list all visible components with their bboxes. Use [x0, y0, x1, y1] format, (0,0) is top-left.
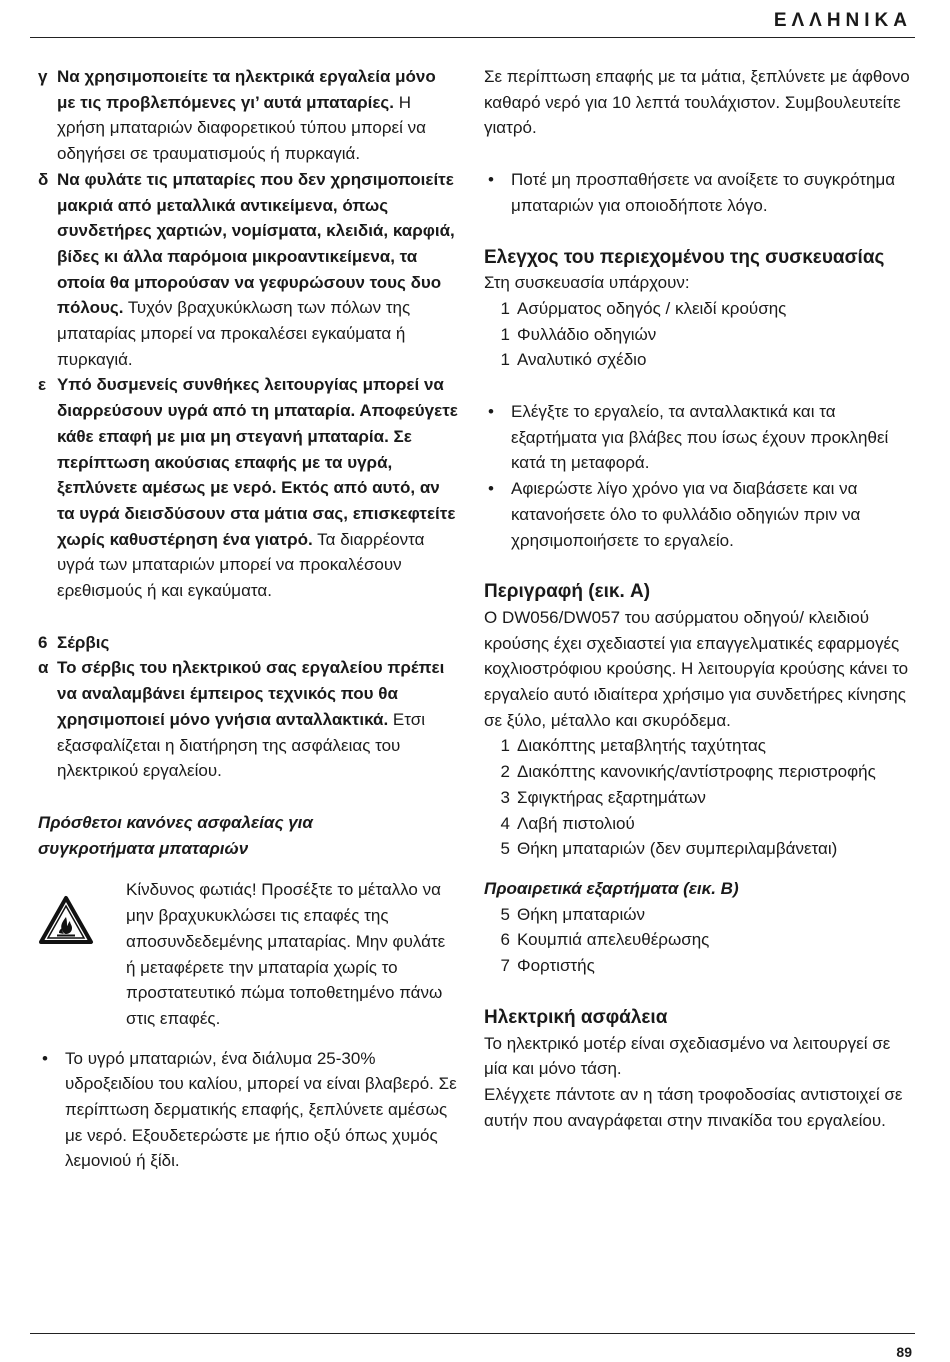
item-bold-text: Να χρησιμοποιείτε τα ηλεκτρικά εργαλεία μόνο με τις προβλεπόμενες γι’ αυτά μπαταρίες. — [57, 67, 436, 112]
item-text: Τα διαρρέοντα υγρά των μπαταριών μπορεί να προκαλέσουν ερεθισμούς ή και εγκαύματα. — [57, 529, 425, 601]
item-text: Ετσι εξασφαλίζεται η διατήρηση της ασφάλειας του ηλεκτρικού εργαλείου. — [57, 709, 425, 781]
list-item-text: Λαβή πιστολιού — [517, 813, 635, 833]
list-item-text: Ασύρματος οδηγός / κλειδί κρούσης — [517, 298, 787, 318]
list-item-number: 1 — [500, 350, 510, 370]
list-item-text: Κουμπιά απελευθέρωσης — [517, 930, 710, 950]
list-item — [484, 296, 914, 322]
bullet-battery-fluid — [38, 1046, 458, 1175]
page-number: 89 — [896, 1344, 912, 1360]
electric-safety-heading: Ηλεκτρική ασφάλεια — [484, 1006, 668, 1028]
section-number: 6 — [38, 632, 48, 652]
list-item — [484, 347, 914, 373]
fire-warning-block — [38, 877, 458, 1031]
bullet-check-damage — [484, 399, 914, 476]
right-column — [484, 64, 914, 1133]
bullet-text: Το υγρό μπαταριών, ένα διάλυμα 25-30% υδροξειδίου του καλίου, μπορεί να είναι βλαβερό. Σε περίπτωση δερματικής επαφής, ξεπλύνετε αμέσως με νερό. Εξουδετερώστε με ήπιο οξύ όπως χυμός λεμονιού ή ξίδι. — [65, 1048, 457, 1171]
list-item — [484, 953, 914, 979]
fire-hazard-warning-icon — [38, 895, 94, 945]
list-item-number: 2 — [500, 762, 510, 782]
list-item — [484, 322, 914, 348]
battery-rules-heading: Πρόσθετοι κανόνες ασφαλείας για συγκροτήματα μπαταριών — [38, 812, 313, 858]
safety-item-g — [38, 64, 458, 167]
list-item-number: 3 — [500, 787, 510, 807]
package-intro: Στη συσκευασία υπάρχουν: — [484, 273, 690, 293]
bullet-read-manual — [484, 476, 914, 553]
item-text: Τυχόν βραχυκύκλωση των πόλων της μπαταρίας μπορεί να προκαλέσει εγκαύματα ή πυρκαγιά. — [57, 298, 411, 369]
section-6-heading — [38, 630, 458, 656]
list-item-number: 1 — [500, 324, 510, 344]
safety-item-e — [38, 372, 458, 603]
item-marker: δ — [38, 169, 49, 189]
list-item-number: 6 — [500, 930, 510, 950]
left-column — [38, 64, 458, 1174]
bullet-never-open — [484, 167, 914, 218]
list-item-number: 7 — [500, 956, 510, 976]
list-item-number: 1 — [500, 298, 510, 318]
item-marker: α — [38, 658, 49, 678]
description-heading: Περιγραφή (εικ. A) — [484, 581, 651, 603]
top-rule — [30, 37, 915, 38]
item-bold-text: Να φυλάτε τις μπαταρίες που δεν χρησιμοποιείτε μακριά από μεταλλικά αντικείμενα, όπως συνδετήρες χαρτιών, νομίσματα, κλειδιά, καρφιά, βίδες κι άλλα παρόμοια μικροαντικείμενα, τα οποία θα μπορούσαν να γεφυρώσουν τους δυο πόλους. — [57, 169, 455, 318]
list-item-text: Αναλυτικό σχέδιο — [517, 350, 647, 370]
eye-contact-text: Σε περίπτωση επαφής με τα μάτια, ξεπλύνετε με άφθονο καθαρό νερό για 10 λεπτά τουλάχιστον. Συμβουλευτείτε γιατρό. — [484, 67, 910, 138]
list-item-text: Φορτιστής — [517, 956, 595, 976]
list-item — [484, 902, 914, 928]
list-item-number: 4 — [500, 813, 510, 833]
bottom-rule — [30, 1333, 915, 1334]
list-item-text: Θήκη μπαταριών (δεν συμπεριλαμβάνεται) — [517, 839, 838, 859]
optional-accessories-heading: Προαιρετικά εξαρτήματα (εικ. B) — [484, 878, 739, 898]
description-list — [484, 733, 914, 862]
list-item-text: Διακόπτης μεταβλητής ταχύτητας — [517, 736, 766, 756]
section-title: Σέρβις — [57, 632, 110, 652]
bullet-dot: • — [488, 402, 494, 422]
bullet-dot: • — [488, 170, 494, 190]
item-text: Η χρήση μπαταριών διαφορετικού τύπου μπορεί να οδηγήσει σε τραυματισμούς ή πυρκαγιά. — [57, 92, 426, 164]
bullet-text: Ποτέ μη προσπαθήσετε να ανοίξετε το συγκρότημα μπαταριών για οποιοδήποτε λόγο. — [511, 170, 896, 215]
list-item — [484, 785, 914, 811]
bullet-dot: • — [488, 479, 494, 499]
list-item — [484, 733, 914, 759]
list-item-text: Διακόπτης κανονικής/αντίστροφης περιστροφής — [517, 762, 876, 782]
list-item-text: Θήκη μπαταριών — [517, 904, 645, 924]
list-item-number: 1 — [500, 736, 510, 756]
list-item — [484, 759, 914, 785]
electric-safety-text-1: Το ηλεκτρικό μοτέρ είναι σχεδιασμένο να λειτουργεί σε μία και μόνο τάση. — [484, 1033, 891, 1079]
package-contents-heading: Ελεγχος του περιεχομένου της συσκευασίας — [484, 246, 885, 268]
item-marker: γ — [38, 67, 48, 86]
list-item — [484, 836, 914, 862]
bullet-dot: • — [42, 1048, 48, 1068]
electric-safety-text-2: Ελέγχετε πάντοτε αν η τάση τροφοδοσίας αντιστοιχεί σε αυτήν που αναγράφεται στην πινακίδα του εργαλείου. — [484, 1084, 903, 1130]
fire-warning-text: Κίνδυνος φωτιάς! Προσέξτε το μέταλλο να μην βραχυκυκλώσει τις επαφές της αποσυνδεδεμένης μπαταρίας. Μην φυλάτε ή μεταφέρετε την μπαταρία χωρίς το προστατευτικό πώμα τοποθετημένο πάνω στις επαφές. — [126, 880, 446, 1028]
item-bold-text: Το σέρβις του ηλεκτρικού σας εργαλείου πρέπει να αναλαμβάνει έμπειρος τεχνικός που θα χρησιμοποιεί μόνο γνήσια ανταλλακτικά. — [57, 658, 445, 729]
list-item-number: 5 — [500, 839, 510, 859]
bullet-text: Ελέγξτε το εργαλείο, τα ανταλλακτικά και τα εξαρτήματα για βλάβες που ίσως έχουν προκληθεί κατά τη μεταφορά. — [511, 402, 889, 473]
safety-item-d — [38, 167, 458, 373]
optional-list — [484, 902, 914, 979]
item-marker: ε — [38, 375, 47, 395]
list-item-number: 5 — [500, 904, 510, 924]
service-item-a — [38, 655, 458, 784]
description-text: O DW056/DW057 του ασύρματου οδηγού/ κλειδιού κρούσης έχει σχεδιαστεί για επαγγελματικές εφαρμογές κοχλιοστρόφιου κρούσης. Η λειτουργία κρούσης κάνει το εργαλείο αυτό ιδιαίτερα χρήσιμο για συνδετήρες κίνησης σε ξύλο, μέταλλο και σκυρόδεμα. — [484, 607, 909, 730]
list-item-text: Φυλλάδιο οδηγιών — [517, 324, 657, 344]
item-bold-text: Υπό δυσμενείς συνθήκες λειτουργίας μπορεί να διαρρεύσουν υγρά από τη μπαταρία. Αποφεύγετε κάθε επαφή με μια μη στεγανή μπαταρία. Σε περίπτωση ακούσιας επαφής με τα υγρά, ξεπλύνετε αμέσως με νερό. Εκτός από αυτό, αν τα υγρά διεισδύσουν στα μάτια σας, επισκεφτείτε χωρίς καθυστέρηση ένα γιατρό. — [57, 375, 458, 549]
package-list — [484, 296, 914, 373]
language-header: ΕΛΛΗΝΙΚΑ — [773, 10, 912, 31]
bullet-text: Αφιερώστε λίγο χρόνο για να διαβάσετε και να κατανοήσετε όλο το φυλλάδιο οδηγιών πριν να χρησιμοποιήσετε το εργαλείο. — [511, 479, 861, 550]
list-item-text: Σφιγκτήρας εξαρτημάτων — [517, 787, 706, 807]
list-item — [484, 811, 914, 837]
list-item — [484, 927, 914, 953]
